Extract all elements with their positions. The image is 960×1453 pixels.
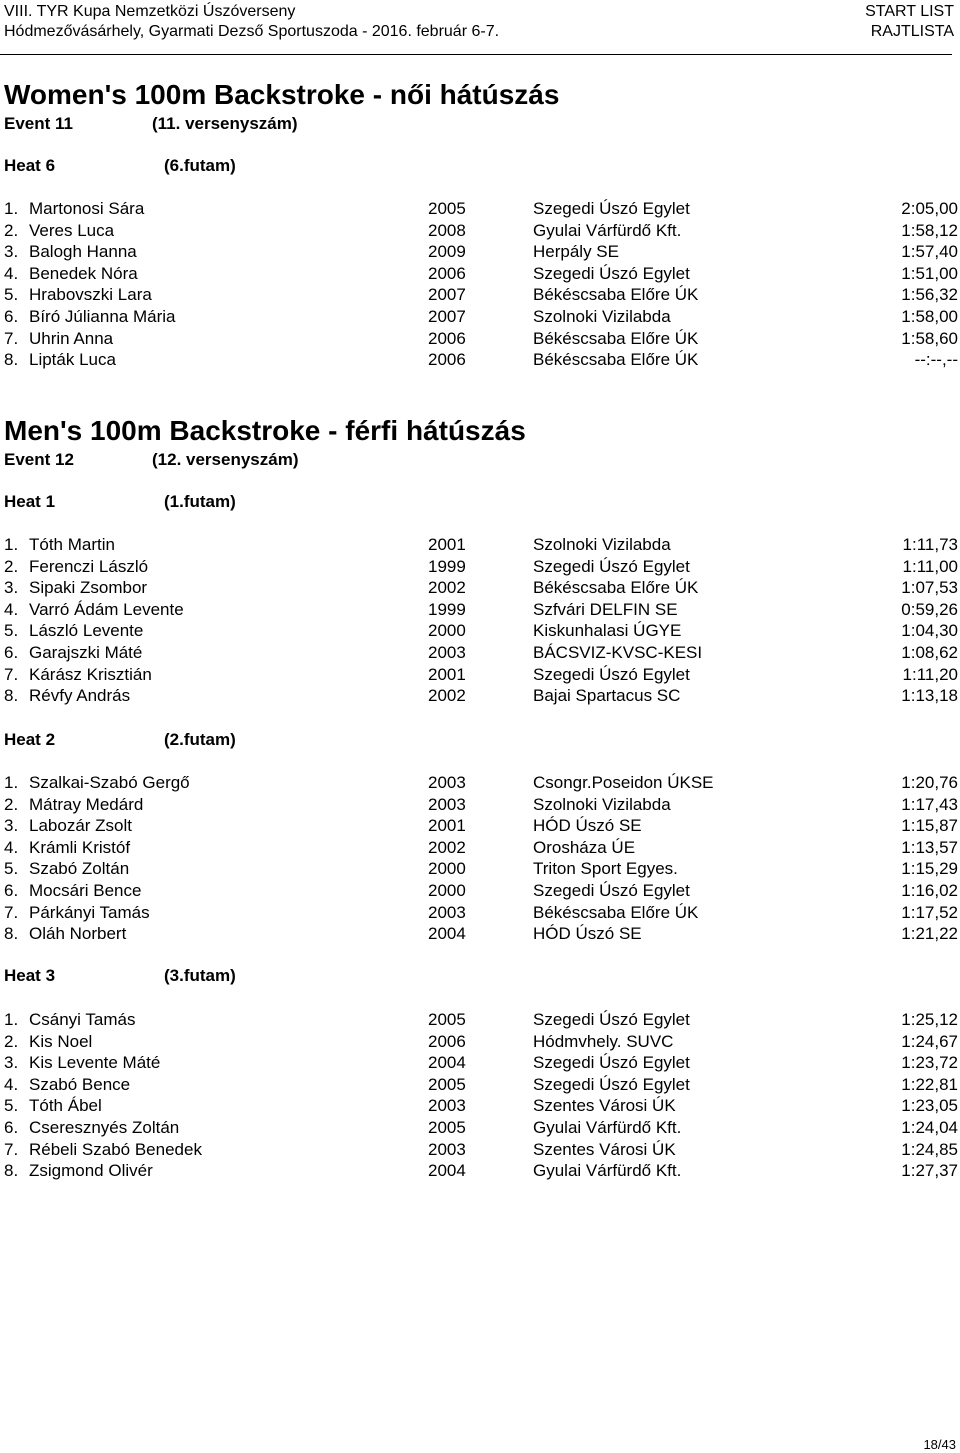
event-label-hu: (12. versenyszám) [152,450,299,469]
swimmer-name: Szabó Bence [29,1074,131,1094]
venue-date: Hódmezővásárhely, Gyarmati Dezső Sportuszoda - 2016. február 6-7. [4,23,500,40]
swimmer-name: Bíró Júlianna Mária [29,307,176,326]
swimmer-name: Veres Luca [29,220,115,240]
swimmer-club: Szolnoki Vizilabda [533,307,671,326]
swimmer-place: 2. [4,1031,19,1051]
swimmer-name: Hrabovszki Lara [29,285,152,305]
swimmer-club: Triton Sport Egyes. [533,859,678,879]
swimmer-place: 1. [4,1010,19,1029]
swimmer-place: 6. [4,307,19,326]
swimmer-birth-year: 2001 [428,816,466,836]
swimmer-birth-year: 2003 [428,643,466,662]
heat-label-hu: (1.futam) [164,492,236,511]
swimmer-row [0,557,960,577]
swimmer-entry-time: 1:11,00 [902,556,958,576]
swimmer-club: HÓD Úszó SE [533,816,642,836]
swimmer-birth-year: 2005 [428,199,466,218]
swimmer-club: Szegedi Úszó Egylet [533,556,690,576]
event-label: Event 12 [4,450,74,469]
swimmer-entry-time: 1:51,00 [901,263,958,283]
swimmer-place: 2. [4,220,19,240]
swimmer-birth-year: 2004 [428,1053,466,1073]
swimmer-birth-year: 2005 [428,1118,466,1137]
swimmer-place: 1. [4,535,19,554]
swimmer-name: Révfy András [29,686,131,706]
swimmer-place: 8. [4,686,19,706]
swimmer-row [0,1010,960,1030]
swimmer-name: Zsigmond Olivér [29,1161,153,1181]
swimmer-entry-time: 1:57,40 [901,242,958,262]
swimmer-entry-time: 1:23,72 [901,1053,958,1073]
swimmer-birth-year: 2003 [428,1139,466,1159]
swimmer-name: Mocsári Bence [29,881,142,900]
swimmer-club: HÓD Úszó SE [533,924,642,944]
swimmer-club: Szolnoki Vizilabda [533,794,671,814]
swimmer-name: Oláh Norbert [29,924,127,944]
heat-label-hu: (3.futam) [164,966,236,985]
swimmer-name: Tóth Ábel [29,1096,102,1116]
list-type-hu: RAJTLISTA [870,23,954,40]
swimmer-entry-time: 1:25,12 [901,1010,958,1029]
swimmer-name: Ferenczi László [29,556,149,576]
swimmer-name: Benedek Nóra [29,263,138,283]
swimmer-place: 6. [4,1118,19,1137]
swimmer-place: 6. [4,881,19,900]
swimmer-place: 7. [4,1139,19,1159]
swimmer-entry-time: 1:08,62 [901,643,958,662]
swimmer-row [0,285,960,305]
swimmer-name: Uhrin Anna [29,328,114,348]
swimmer-name: Varró Ádám Levente [29,599,184,619]
swimmer-row [0,665,960,685]
swimmer-birth-year: 2002 [428,837,466,857]
swimmer-club: Békéscsaba Előre ÚK [533,328,699,348]
swimmer-row [0,1053,960,1073]
swimmer-entry-time: 1:11,73 [902,535,958,554]
swimmer-club: Hódmvhely. SUVC [533,1031,674,1051]
swimmer-place: 5. [4,1096,19,1116]
swimmer-birth-year: 2006 [428,263,466,283]
swimmer-birth-year: 2000 [428,859,466,879]
swimmer-entry-time: 1:24,04 [901,1118,958,1137]
swimmer-birth-year: 2009 [428,242,466,262]
swimmer-place: 4. [4,1074,19,1094]
swimmer-birth-year: 2007 [428,285,466,305]
swimmer-entry-time: 1:21,22 [901,924,958,944]
swimmer-place: 3. [4,1053,19,1073]
swimmer-place: 3. [4,578,19,598]
swimmer-name: Tóth Martin [29,535,115,554]
swimmer-club: Szegedi Úszó Egylet [533,199,690,218]
swimmer-entry-time: 1:56,32 [901,285,958,305]
event-label: Event 11 [4,114,73,133]
swimmer-birth-year: 1999 [428,556,466,576]
header-right [865,2,954,42]
swimmer-name: Rébeli Szabó Benedek [29,1139,202,1159]
swimmer-row [0,242,960,262]
swimmer-place: 5. [4,285,19,305]
swimmer-club: Békéscsaba Előre ÚK [533,285,699,305]
header-left [4,2,499,42]
swimmer-club: Bajai Spartacus SC [533,686,681,706]
swimmer-name: Kárász Krisztián [29,664,152,684]
swimmer-entry-time: 1:15,87 [901,816,958,836]
swimmer-name: Sipaki Zsombor [29,578,148,598]
swimmer-place: 2. [4,556,19,576]
swimmer-club: Szegedi Úszó Egylet [533,263,690,283]
swimmer-row [0,264,960,284]
swimmer-name: Balogh Hanna [29,242,137,262]
swimmer-place: 3. [4,242,19,262]
swimmer-place: 3. [4,816,19,836]
swimmer-club: Gyulai Várfürdő Kft. [533,1118,682,1137]
swimmer-row [0,1032,960,1052]
swimmer-row [0,1096,960,1116]
swimmer-entry-time: 1:15,29 [901,859,958,879]
swimmer-name: Garajszki Máté [29,643,143,662]
swimmer-birth-year: 2001 [428,664,466,684]
swimmer-row [0,199,960,219]
swimmer-club: Szegedi Úszó Egylet [533,1074,690,1094]
swimmer-place: 1. [4,199,19,218]
swimmer-club: Békéscsaba Előre ÚK [533,902,699,922]
swimmer-row [0,881,960,901]
swimmer-name: Szalkai-Szabó Gergő [29,773,190,792]
swimmer-name: Martonosi Sára [29,199,145,218]
swimmer-row [0,903,960,923]
swimmer-row [0,307,960,327]
swimmer-row [0,859,960,879]
swimmer-place: 8. [4,1161,19,1181]
swimmer-birth-year: 2003 [428,773,466,792]
swimmer-birth-year: 2006 [428,1031,466,1051]
swimmer-row [0,621,960,641]
swimmer-row [0,795,960,815]
swimmer-club: Herpály SE [533,242,619,262]
swimmer-birth-year: 2005 [428,1010,466,1029]
swimmer-birth-year: 2002 [428,686,466,706]
swimmer-row [0,578,960,598]
swimmer-entry-time: 1:58,60 [901,328,958,348]
swimmer-birth-year: 2003 [428,1096,466,1116]
swimmer-birth-year: 2006 [428,350,466,370]
swimmer-birth-year: 2000 [428,881,466,900]
swimmer-birth-year: 1999 [428,599,466,619]
swimmer-row [0,535,960,555]
swimmer-entry-time: 1:22,81 [901,1074,958,1094]
swimmer-place: 5. [4,621,19,641]
swimmer-row [0,686,960,706]
swimmer-entry-time: 1:20,76 [901,773,958,792]
swimmer-place: 1. [4,773,19,792]
swimmer-row [0,1161,960,1181]
swimmer-place: 8. [4,350,19,370]
swimmer-entry-time: 1:07,53 [901,578,958,598]
swimmer-place: 4. [4,837,19,857]
swimmer-entry-time: 1:16,02 [901,881,958,900]
swimmer-birth-year: 2004 [428,924,466,944]
swimmer-club: Szentes Városi ÚK [533,1139,676,1159]
swimmer-entry-time: 1:17,52 [901,902,958,922]
swimmer-club: Szolnoki Vizilabda [533,535,671,554]
swimmer-club: Szegedi Úszó Egylet [533,1053,690,1073]
header-rule [0,54,952,55]
swimmer-club: Csongr.Poseidon ÚKSE [533,773,714,792]
swimmer-name: Szabó Zoltán [29,859,130,879]
swimmer-name: Labozár Zsolt [29,816,132,836]
swimmer-club: Békéscsaba Előre ÚK [533,578,699,598]
swimmer-club: BÁCSVIZ-KVSC-KESI [533,643,703,662]
swimmer-club: Szegedi Úszó Egylet [533,664,690,684]
swimmer-row [0,773,960,793]
swimmer-entry-time: 1:24,85 [901,1139,958,1159]
swimmer-entry-time: 1:04,30 [901,621,958,641]
event-title: Men's 100m Backstroke - férfi hátúszás [4,415,526,446]
swimmer-entry-time: 1:58,00 [901,307,958,326]
swimmer-name: László Levente [29,621,144,641]
swimmer-club: Gyulai Várfürdő Kft. [533,1161,682,1181]
swimmer-birth-year: 2002 [428,578,466,598]
swimmer-row [0,221,960,241]
swimmer-name: Kis Noel [29,1031,93,1051]
swimmer-row [0,924,960,944]
heat-label-hu: (2.futam) [164,730,236,749]
swimmer-entry-time: 1:11,20 [902,664,958,684]
swimmer-entry-time: 1:13,57 [901,837,958,857]
swimmer-row [0,600,960,620]
swimmer-birth-year: 2000 [428,621,466,641]
event-label-hu: (11. versenyszám) [152,114,298,133]
swimmer-place: 2. [4,794,19,814]
swimmer-entry-time: 2:05,00 [901,199,958,218]
competition-title: VIII. TYR Kupa Nemzetközi Úszóverseny [4,3,296,20]
swimmer-row [0,1075,960,1095]
swimmer-place: 7. [4,902,19,922]
swimmer-club: Kiskunhalasi ÚGYE [533,621,682,641]
swimmer-club: Békéscsaba Előre ÚK [533,350,699,370]
swimmer-row [0,329,960,349]
heat-label: Heat 2 [4,730,56,749]
swimmer-place: 5. [4,859,19,879]
heat-label: Heat 3 [4,966,56,985]
swimmer-place: 7. [4,664,19,684]
swimmer-row [0,838,960,858]
swimmer-place: 6. [4,643,19,662]
swimmer-name: Kis Levente Máté [29,1053,161,1073]
heat-label: Heat 6 [4,156,56,175]
swimmer-birth-year: 2006 [428,328,466,348]
swimmer-birth-year: 2005 [428,1074,466,1094]
swimmer-birth-year: 2003 [428,794,466,814]
swimmer-row [0,643,960,663]
list-type-en: START LIST [865,3,954,20]
heat-label-hu: (6.futam) [164,156,236,175]
swimmer-name: Párkányi Tamás [29,902,150,922]
swimmer-entry-time: 1:17,43 [901,794,958,814]
swimmer-entry-time: 1:58,12 [901,220,958,240]
swimmer-place: 8. [4,924,19,944]
swimmer-birth-year: 2003 [428,902,466,922]
swimmer-entry-time: --:--,-- [914,350,958,370]
swimmer-birth-year: 2001 [428,535,466,554]
event-title: Women's 100m Backstroke - női hátúszás [4,79,560,110]
swimmer-row [0,350,960,370]
swimmer-name: Mátray Medárd [29,794,144,814]
page-number: 18/43 [923,1437,956,1452]
swimmer-place: 4. [4,263,19,283]
swimmer-name: Cseresznyés Zoltán [29,1118,180,1137]
swimmer-club: Szegedi Úszó Egylet [533,1010,690,1029]
swimmer-row [0,816,960,836]
swimmer-entry-time: 1:24,67 [901,1031,958,1051]
swimmer-birth-year: 2004 [428,1161,466,1181]
swimmer-entry-time: 1:23,05 [901,1096,958,1116]
swimmer-club: Szentes Városi ÚK [533,1096,676,1116]
swimmer-entry-time: 1:13,18 [901,686,958,706]
swimmer-birth-year: 2007 [428,307,466,326]
swimmer-name: Lipták Luca [29,350,116,370]
swimmer-row [0,1118,960,1138]
swimmer-name: Krámli Kristóf [29,837,131,857]
swimmer-place: 4. [4,599,19,619]
swimmer-name: Csányi Tamás [29,1010,136,1029]
swimmer-club: Orosháza ÚE [533,837,636,857]
swimmer-row [0,1140,960,1160]
heat-label: Heat 1 [4,492,56,511]
swimmer-club: Gyulai Várfürdő Kft. [533,220,682,240]
swimmer-birth-year: 2008 [428,220,466,240]
swimmer-entry-time: 0:59,26 [901,599,958,619]
swimmer-place: 7. [4,328,19,348]
swimmer-club: Szfvári DELFIN SE [533,599,678,619]
swimmer-entry-time: 1:27,37 [901,1161,958,1181]
swimmer-club: Szegedi Úszó Egylet [533,881,690,900]
